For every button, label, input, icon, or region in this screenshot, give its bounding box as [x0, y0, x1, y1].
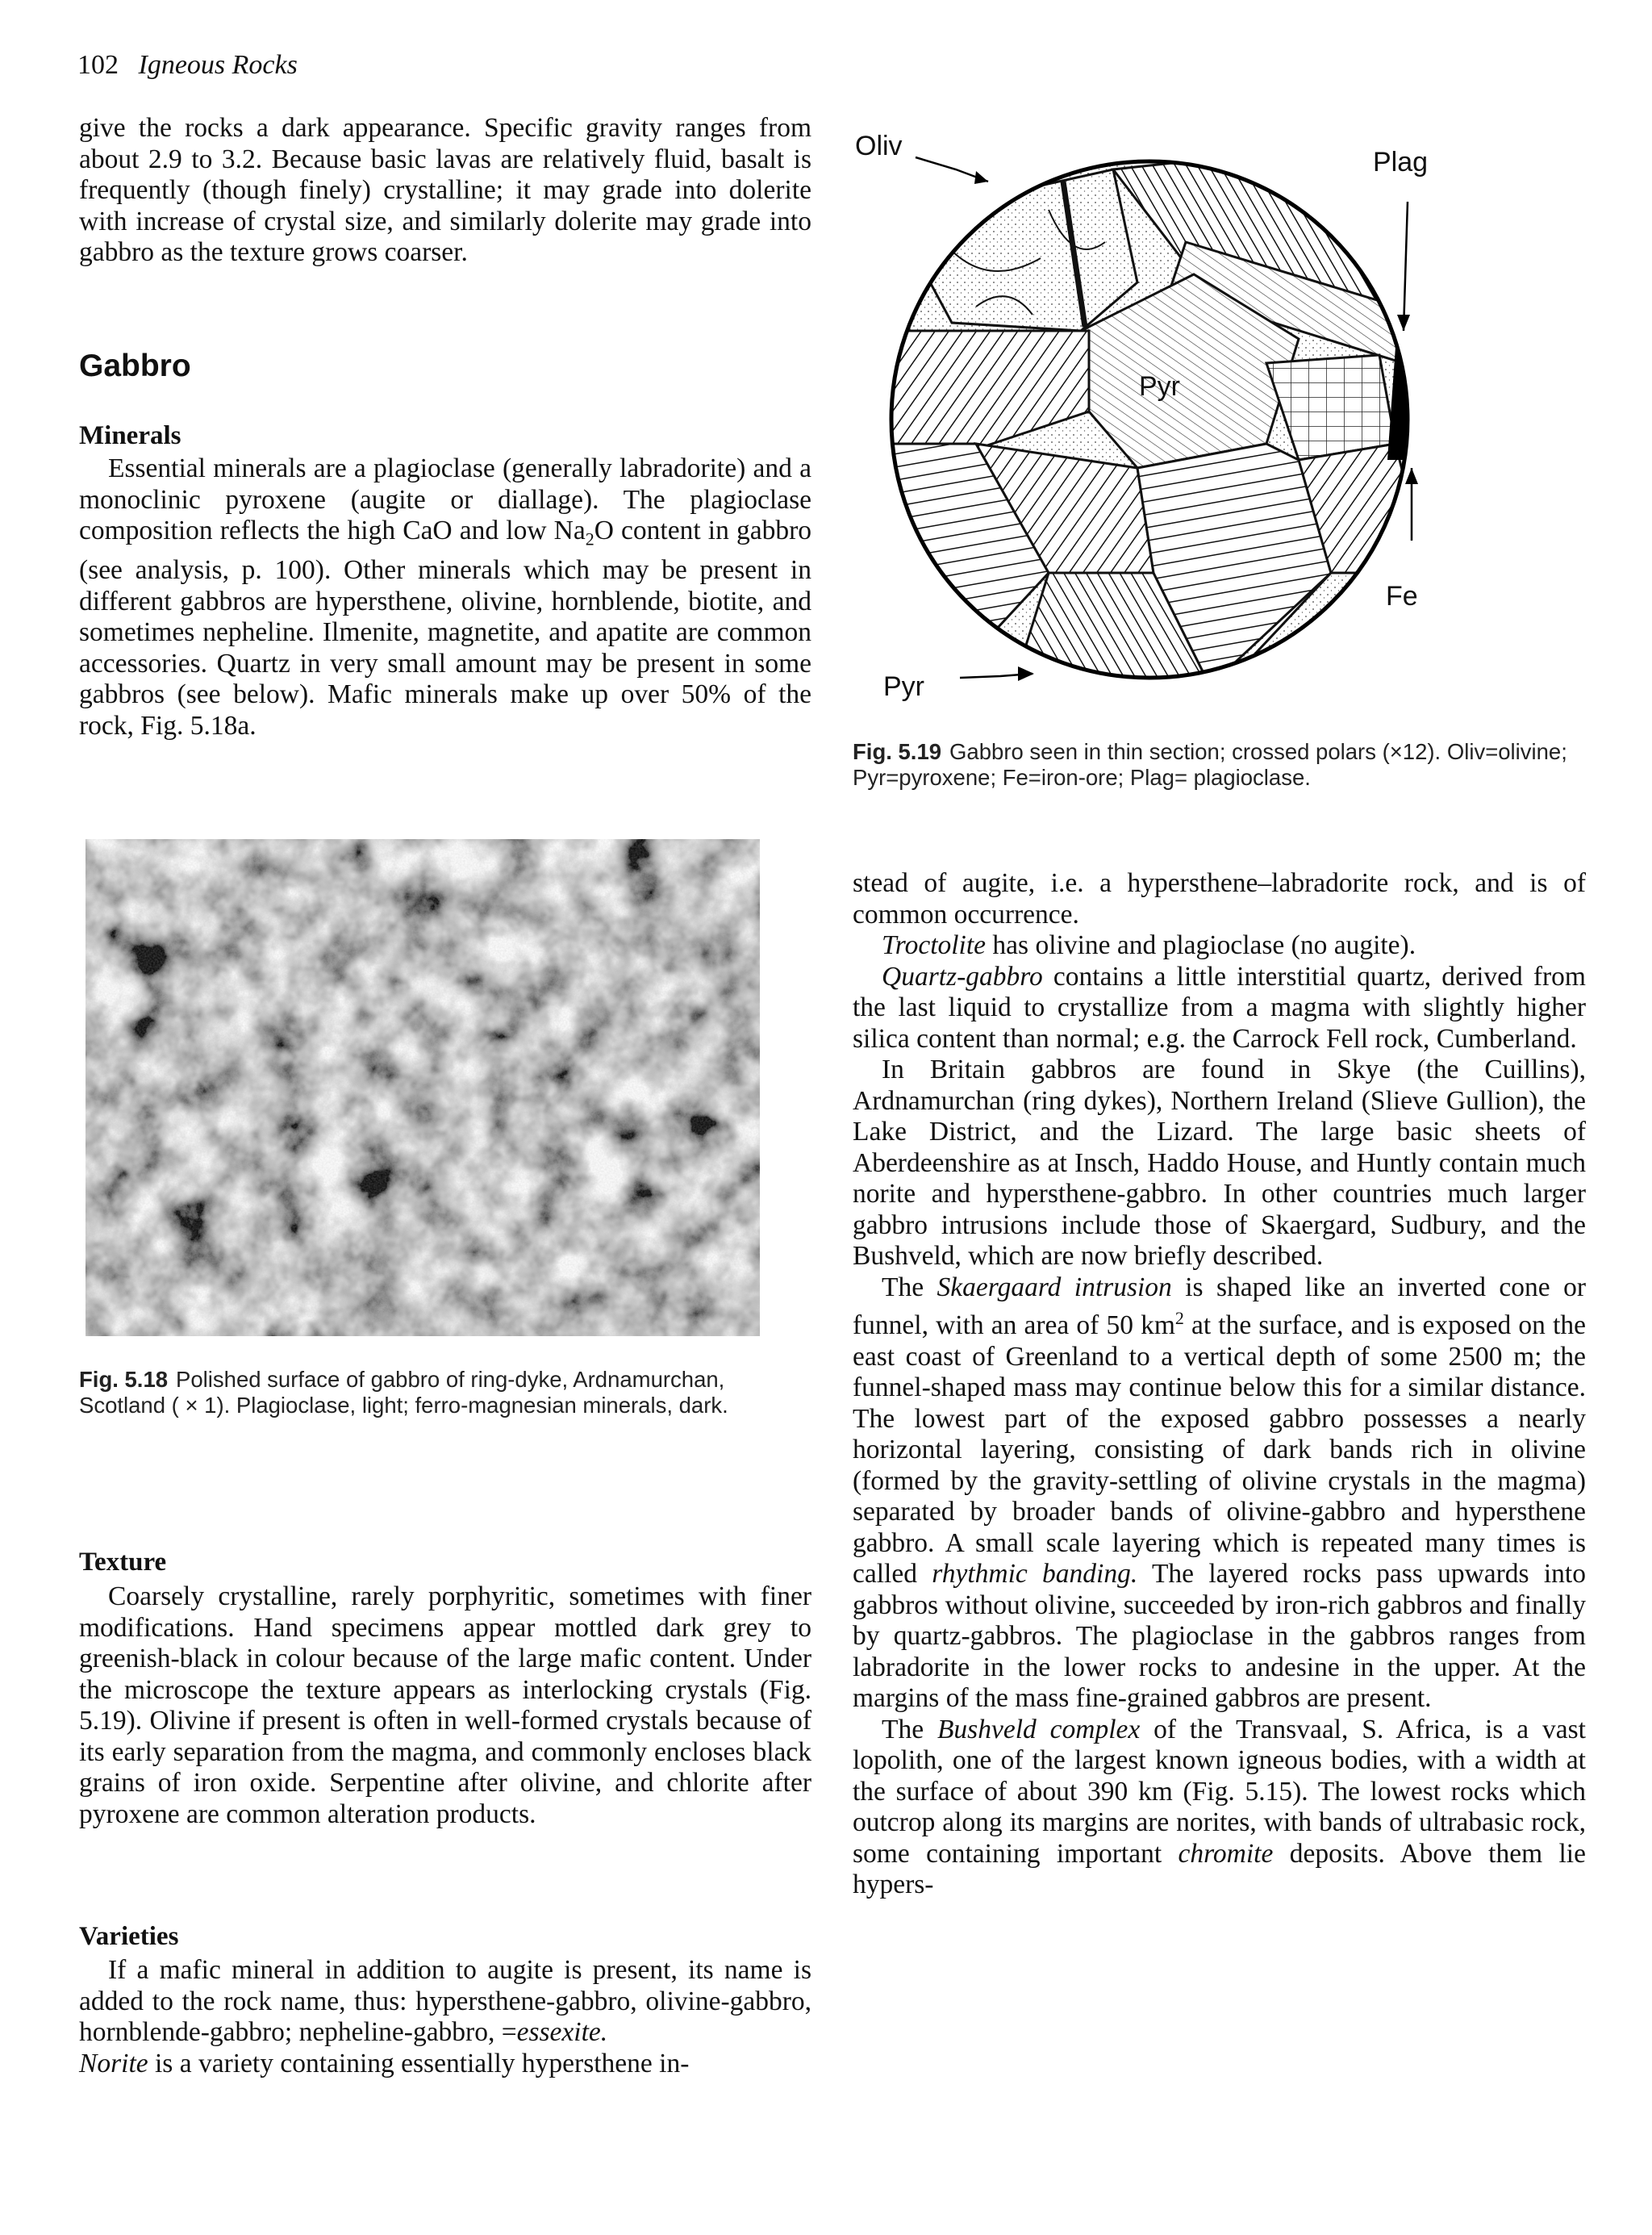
figure-5-18-caption — [79, 1367, 805, 1418]
subheading-minerals: Minerals — [79, 421, 181, 450]
figure-5-19-text: Gabbro seen in thin section; crossed polars (×12). Oliv=olivine; Pyr=pyroxene; Fe=iron-ore; Plag= plagioclase. — [853, 739, 1567, 790]
skaergaard-paragraph — [853, 1272, 1586, 1715]
figure-5-18-text: Polished surface of gabbro of ring-dyke, Ardnamurchan, Scotland ( × 1). Plagioclase, light; ferro-magnesian minerals, dark. — [79, 1367, 728, 1418]
label-fe: Fe — [1386, 581, 1418, 612]
column-2-text — [853, 868, 1586, 1901]
label-pyr-center: Pyr — [1139, 371, 1180, 402]
running-title: Igneous Rocks — [138, 50, 298, 80]
bushveld-text-1: of the Transvaal, S. Africa, is a vast lopolith, one of the largest known igneous bodies, with a width at the surface of about 390 km (Fig. 5.15). The lowest rocks which outcrop along its margins are norites, with bands of ultrabasic rock, some containing important — [853, 1714, 1586, 1869]
skaergaard-pre: The — [882, 1272, 937, 1302]
minerals-subscript: 2 — [585, 528, 594, 549]
figure-5-19-label: Fig. 5.19 — [853, 739, 942, 764]
quartz-gabbro-text: contains a little interstitial quartz, derived from the last liquid to crystallize from a magma with slightly higher silica content than normal; e.g. the Carrock Fell rock, Cumberland. — [853, 961, 1586, 1054]
gabbro-thin-section-diagram — [847, 121, 1476, 718]
gabbro-polished-surface-photo — [86, 839, 760, 1336]
varieties-paragraph — [79, 1955, 811, 2079]
minerals-text-1: Essential minerals are a plagioclase (generally labradorite) and a monoclinic pyroxene (augite or diallage). The plagioclase composition reflects the high CaO and low Na — [79, 453, 811, 545]
bushveld-paragraph — [853, 1715, 1586, 1901]
minerals-text-2: O content in gabbro (see analysis, p. 100). Other minerals which may be present in different gabbros are hypersthene, olivine, hornblende, biotite, and sometimes nepheline. Ilmenite, magnetite, and apatite are common accessories. Quartz in very small amount may be present in some gabbros (see below). Mafic minerals make up over 50% of the rock, Fig. 5.18a. — [79, 516, 811, 741]
norite-term: Norite — [79, 2048, 148, 2078]
chromite-term: chromite — [1178, 1838, 1274, 1869]
skaergaard-term: Skaergaard intrusion — [937, 1272, 1172, 1302]
troctolite-paragraph — [853, 930, 1586, 962]
skaergaard-text-3: The layered rocks pass upwards into gabbros without olivine, succeeded by iron-rich gabbros and finally by quartz-gabbros. The plagioclase in the gabbros ranges from labradorite in the lower rocks to andesine in the upper. At the margins of the mass fine-grained gabbros are present. — [853, 1559, 1586, 1714]
bushveld-term: Bushveld complex — [937, 1714, 1141, 1744]
essexite-term: essexite. — [516, 2017, 608, 2047]
bushveld-pre: The — [882, 1714, 937, 1744]
page-number: 102 — [77, 50, 119, 80]
skaergaard-text-1: is shaped like an inverted cone or funnel, with an area of 50 km — [853, 1272, 1586, 1341]
figure-5-19-caption — [853, 739, 1579, 791]
varieties-text: If a mafic mineral in addition to augite is present, its name is added to the rock name, thus: hypersthene-gabbro, olivine-gabbro, hornblende-gabbro; nepheline-gabbro, = — [79, 1955, 811, 2047]
texture-paragraph — [79, 1581, 811, 1830]
bushveld-text-2: deposits. Above them lie hypers- — [853, 1838, 1586, 1900]
troctolite-text: has olivine and plagioclase (no augite). — [986, 930, 1416, 960]
rhythmic-banding-term: rhythmic banding. — [932, 1559, 1138, 1590]
subheading-texture: Texture — [79, 1548, 167, 1577]
skaergaard-text-2: at the surface, and is exposed on the east coast of Greenland to a vertical depth of some 2500 m; the funnel-shaped mass may continue below this for a similar distance. The lowest part of the exposed gabbro possesses a nearly horizontal layering, consisting of dark bands rich in olivine (formed by the gravity-settling of olivine crystals in the magma) separated by broader bands of olivine-gabbro and hypersthene gabbro. A small scale layering which is repeated many times is called — [853, 1310, 1586, 1590]
britain-paragraph: In Britain gabbros are found in Skye (the Cuillins), Ardnamurchan (ring dykes), Northern Ireland (Slieve Gullion), the Lake District, and the Lizard. The large basic sheets of Aberdeenshire as at Insch, Haddo House, and Huntly contain much norite and hypersthene-gabbro. In other countries much larger gabbro intrusions include those of Skaergard, Sudbury, and the Bushveld, which are now briefly described. — [853, 1055, 1586, 1271]
troctolite-term: Troctolite — [882, 930, 987, 960]
minerals-paragraph — [79, 453, 811, 742]
texture-text: Coarsely crystalline, rarely porphyritic, sometimes with finer modifications. Hand specimens appear mottled dark grey to greenish-black in colour because of the large mafic content. Under the microscope the texture appears as interlocking crystals (Fig. 5.19). Olivine if present is often in well-formed crystals because of its early separation from the magma, and commonly encloses black grains of iron oxide. Serpentine after olivine, and chlorite after pyroxene are common alteration products. — [79, 1581, 811, 1829]
intro-text: give the rocks a dark appearance. Specific gravity ranges from about 2.9 to 3.2. Because basic lavas are relatively fluid, basalt is frequently (though finely) crystalline; it may grade into dolerite with increase of crystal size, and similarly dolerite may grade into gabbro as the texture grows coarser. — [79, 113, 811, 267]
running-head — [77, 50, 298, 81]
figure-5-18-label: Fig. 5.18 — [79, 1367, 169, 1392]
intro-paragraph — [79, 113, 811, 269]
norite-text: is a variety containing essentially hypersthene in- — [148, 2048, 690, 2078]
section-heading-gabbro: Gabbro — [79, 349, 191, 383]
km-superscript: 2 — [1174, 1308, 1184, 1328]
subheading-varieties: Varieties — [79, 1922, 179, 1951]
hypersthene-continuation: stead of augite, i.e. a hypersthene–labradorite rock, and is of common occurrence. — [853, 868, 1586, 930]
label-oliv: Oliv — [855, 131, 903, 161]
label-pyr-bottom: Pyr — [883, 671, 924, 702]
label-plag: Plag — [1373, 147, 1429, 178]
quartz-gabbro-term: Quartz-gabbro — [882, 961, 1043, 992]
quartz-gabbro-paragraph — [853, 962, 1586, 1055]
